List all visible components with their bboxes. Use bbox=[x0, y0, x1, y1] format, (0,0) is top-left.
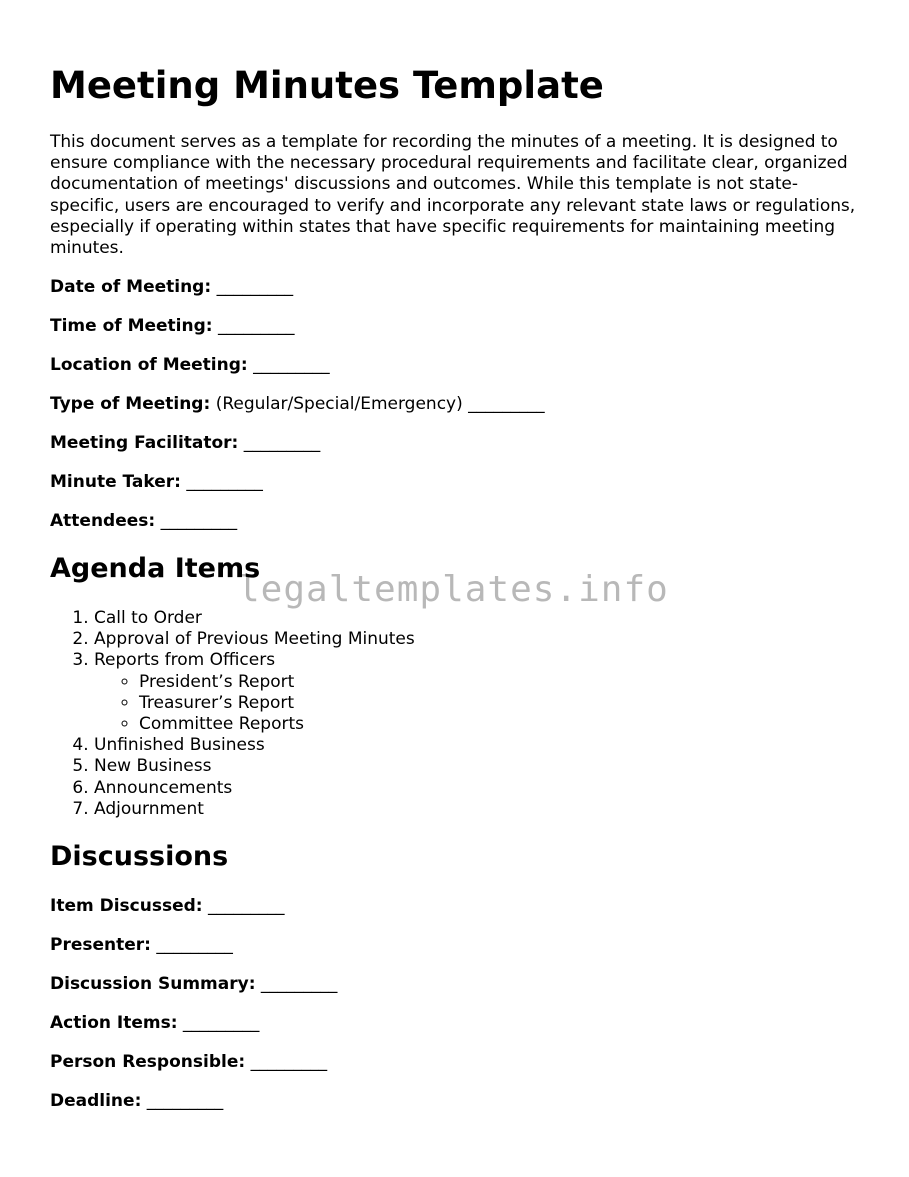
presenter-field bbox=[50, 934, 233, 956]
list-item: 6. Announcements bbox=[94, 778, 415, 799]
field-label: Minute Taker: bbox=[50, 472, 181, 492]
person-responsible-field bbox=[50, 1051, 327, 1073]
discussion-summary-field bbox=[50, 973, 337, 995]
blank-line: _________ bbox=[253, 355, 330, 375]
field-label: Location of Meeting: bbox=[50, 355, 248, 375]
list-item: 7. Adjournment bbox=[94, 799, 415, 820]
blank-line: _________ bbox=[468, 394, 545, 414]
blank-line: _________ bbox=[260, 974, 338, 994]
field-label: Person Responsible: bbox=[50, 1052, 246, 1072]
blank-line: _________ bbox=[160, 511, 238, 531]
time-of-meeting-field bbox=[50, 315, 295, 337]
list-item: 5. New Business bbox=[94, 756, 415, 777]
blank-line: _________ bbox=[182, 1013, 260, 1033]
blank-line: _________ bbox=[243, 433, 321, 453]
attendees-field bbox=[50, 510, 237, 532]
discussions-heading: Discussions bbox=[50, 841, 229, 872]
list-item: 4. Unfinished Business bbox=[94, 735, 415, 756]
blank-line: _________ bbox=[186, 472, 263, 492]
item-discussed-field bbox=[50, 895, 285, 917]
field-label: Item Discussed: bbox=[50, 896, 203, 916]
field-label: Meeting Facilitator: bbox=[50, 433, 239, 453]
field-label: Type of Meeting: bbox=[50, 394, 211, 414]
type-of-meeting-field bbox=[50, 393, 545, 415]
field-label: Deadline: bbox=[50, 1091, 142, 1111]
list-item-label: Reports from Officers bbox=[94, 650, 276, 671]
list-item bbox=[94, 650, 415, 735]
blank-line: _________ bbox=[156, 935, 233, 955]
list-item: 2. Approval of Previous Meeting Minutes bbox=[94, 629, 415, 650]
deadline-field bbox=[50, 1090, 223, 1112]
blank-line: _________ bbox=[208, 896, 285, 916]
field-label: Action Items: bbox=[50, 1013, 178, 1033]
list-item: ◦ President’s Report bbox=[139, 672, 415, 693]
minute-taker-field bbox=[50, 471, 263, 493]
date-of-meeting-field bbox=[50, 276, 293, 298]
blank-line: _________ bbox=[250, 1052, 328, 1072]
field-label: Presenter: bbox=[50, 935, 151, 955]
location-of-meeting-field bbox=[50, 354, 330, 376]
intro-paragraph: This document serves as a template for recording the minutes of a meeting. It is designed to ensure compliance with the necessary procedural requirements and facilitate clear, organized documentation of meetings' discussions and outcomes. While this template is not state-specific, users are encouraged to verify and incorporate any relevant state laws or regulations, especially if operating within states that have specific requirements for maintaining meeting minutes. bbox=[50, 132, 856, 259]
officer-reports-list bbox=[94, 672, 415, 736]
field-label: Time of Meeting: bbox=[50, 316, 213, 336]
list-item: 1. Call to Order bbox=[94, 608, 415, 629]
blank-line: _________ bbox=[146, 1091, 224, 1111]
field-label: Date of Meeting: bbox=[50, 277, 212, 297]
page-title: Meeting Minutes Template bbox=[50, 64, 604, 107]
list-item: ◦ Treasurer’s Report bbox=[139, 693, 415, 714]
meeting-type-options: (Regular/Special/Emergency) bbox=[215, 394, 463, 414]
field-label: Attendees: bbox=[50, 511, 156, 531]
blank-line: _________ bbox=[216, 277, 294, 297]
agenda-list bbox=[50, 608, 415, 820]
blank-line: _________ bbox=[218, 316, 295, 336]
action-items-field bbox=[50, 1012, 259, 1034]
agenda-heading: Agenda Items bbox=[50, 553, 261, 584]
list-item: ◦ Committee Reports bbox=[139, 714, 415, 735]
watermark: legaltemplates.info bbox=[238, 569, 669, 610]
meeting-facilitator-field bbox=[50, 432, 320, 454]
field-label: Discussion Summary: bbox=[50, 974, 256, 994]
